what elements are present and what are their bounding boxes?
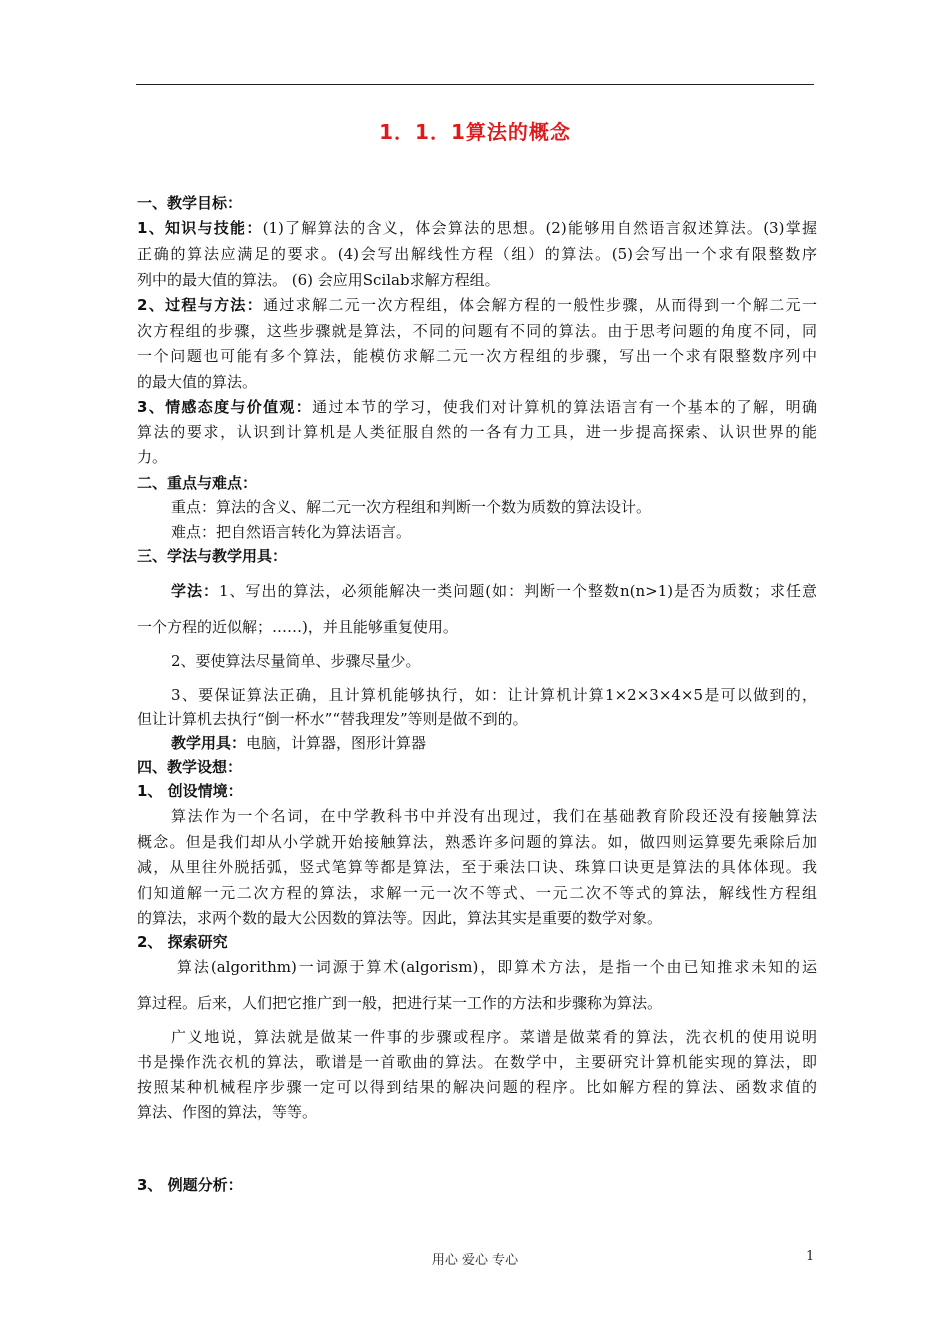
method-label: 学法：	[171, 582, 219, 600]
exploration-p2-line-1: 广义地说，算法就是做某一件事的步骤或程序。菜谱是做菜肴的算法，洗衣机的使用说明	[171, 1028, 817, 1046]
objective-3-line-2: 算法的要求，认识到计算机是人类征服自然的一各有力工具，进一步提高探索、认识世界的能	[137, 423, 817, 441]
document-title: 1．1．1算法的概念	[379, 120, 571, 144]
method-point-1-line-2: 一个方程的近似解；……)，并且能够重复使用。	[137, 618, 458, 636]
method-point-3-line-2: 但让计算机去执行“倒一杯水”“替我理发”等则是做不到的。	[137, 710, 528, 728]
objective-1-text: (1)了解算法的含义，体会算法的思想。(2)能够用自然语言叙述算法。(3)掌握	[262, 219, 817, 237]
objective-2-line-4: 的最大值的算法。	[137, 373, 258, 391]
method-point-3-line-1: 3、要保证算法正确，且计算机能够执行，如：让计算机计算1×2×3×4×5是可以做到的，	[171, 686, 817, 704]
teaching-tools-text: 电脑，计算器，图形计算器	[246, 734, 427, 752]
scenario-line-3: 减，从里往外脱括弧，竖式笔算等都是算法，至于乘法口诀、珠算口诀更是算法的具体体现。我	[137, 858, 817, 876]
objective-1-line-3: 列中的最大值的算法。 (6) 会应用Scilab求解方程组。	[137, 271, 500, 289]
objective-3-label: 3、情感态度与价值观：	[137, 398, 313, 416]
objective-2-line-2: 次方程组的步骤，这些步骤就是算法，不同的问题有不同的算法。由于思考问题的角度不同，同	[137, 322, 817, 340]
objective-3-line-3: 力。	[137, 448, 168, 466]
objective-1-label: 1、知识与技能：	[137, 219, 263, 237]
exploration-p1-line-2: 算过程。后来，人们把它推广到一般，把进行某一工作的方法和步骤称为算法。	[137, 994, 663, 1012]
scenario-line-1: 算法作为一个名词，在中学教科书中并没有出现过，我们在基础教育阶段还没有接触算法	[171, 807, 817, 825]
subsection-heading-scenario: 1、 创设情境：	[137, 782, 243, 800]
key-point: 重点：算法的含义、解二元一次方程组和判断一个数为质数的算法设计。	[171, 498, 652, 516]
objective-3-text: 通过本节的学习，使我们对计算机的算法语言有一个基本的了解，明确	[312, 398, 817, 416]
exploration-p2-line-2: 书是操作洗衣机的算法，歌谱是一首歌曲的算法。在数学中，主要研究计算机能实现的算法，即	[137, 1053, 817, 1071]
section-heading-methods-tools: 三、学法与教学用具：	[137, 547, 288, 565]
exploration-p2-line-3: 按照某种机械程序步骤一定可以得到结果的解决问题的程序。比如解方程的算法、函数求值的	[137, 1078, 817, 1096]
method-point-1-line-1	[137, 581, 817, 601]
objective-2-label: 2、过程与方法：	[137, 296, 264, 314]
objective-1-line-2: 正确的算法应满足的要求。(4)会写出解线性方程（组）的算法。(5)会写出一个求有限整数序	[137, 245, 817, 263]
objective-1-line-1	[137, 218, 817, 238]
teaching-tools-label: 教学用具：	[171, 734, 247, 752]
page-footer: 用心 爱心 专心	[431, 1253, 519, 1268]
method-point-1-text: 1、写出的算法，必须能解决一类问题(如：判断一个整数n(n>1)是否为质数；求任意	[218, 582, 817, 600]
difficult-point: 难点：把自然语言转化为算法语言。	[171, 523, 412, 541]
exploration-p2-line-4: 算法、作图的算法，等等。	[137, 1103, 318, 1121]
exploration-p1-line-1: 算法(algorithm)一词源于算术(algorism)，即算术方法，是指一个由已知推求未知的运	[177, 958, 817, 976]
section-heading-objectives: 一、教学目标：	[137, 194, 243, 212]
objective-2-line-1	[137, 295, 817, 315]
subsection-heading-examples: 3、 例题分析：	[137, 1176, 243, 1194]
objective-2-line-3: 一个问题也可能有多个算法，能模仿求解二元一次方程组的步骤，写出一个求有限整数序列中	[137, 347, 817, 365]
subsection-heading-exploration: 2、 探索研究	[137, 933, 228, 951]
objective-3-line-1	[137, 397, 817, 417]
scenario-line-5: 的算法，求两个数的最大公因数的算法等。因此，算法其实是重要的数学对象。	[137, 909, 663, 927]
method-point-2: 2、要使算法尽量简单、步骤尽量少。	[171, 652, 421, 670]
scenario-line-2: 概念。但是我们却从小学就开始接触算法，熟悉许多问题的算法。如，做四则运算要先乘除后加	[137, 833, 817, 851]
section-heading-teaching-plan: 四、教学设想：	[137, 758, 243, 776]
header-rule	[136, 84, 814, 85]
teaching-tools	[137, 733, 851, 753]
objective-2-text: 通过求解二元一次方程组，体会解方程的一般性步骤，从而得到一个解二元一	[263, 296, 817, 314]
section-heading-key-points: 二、重点与难点：	[137, 474, 258, 492]
scenario-line-4: 们知道解一元二次方程的算法，求解一元一次不等式、一元二次不等式的算法，解线性方程组	[137, 884, 817, 902]
page-number: 1	[806, 1249, 815, 1264]
